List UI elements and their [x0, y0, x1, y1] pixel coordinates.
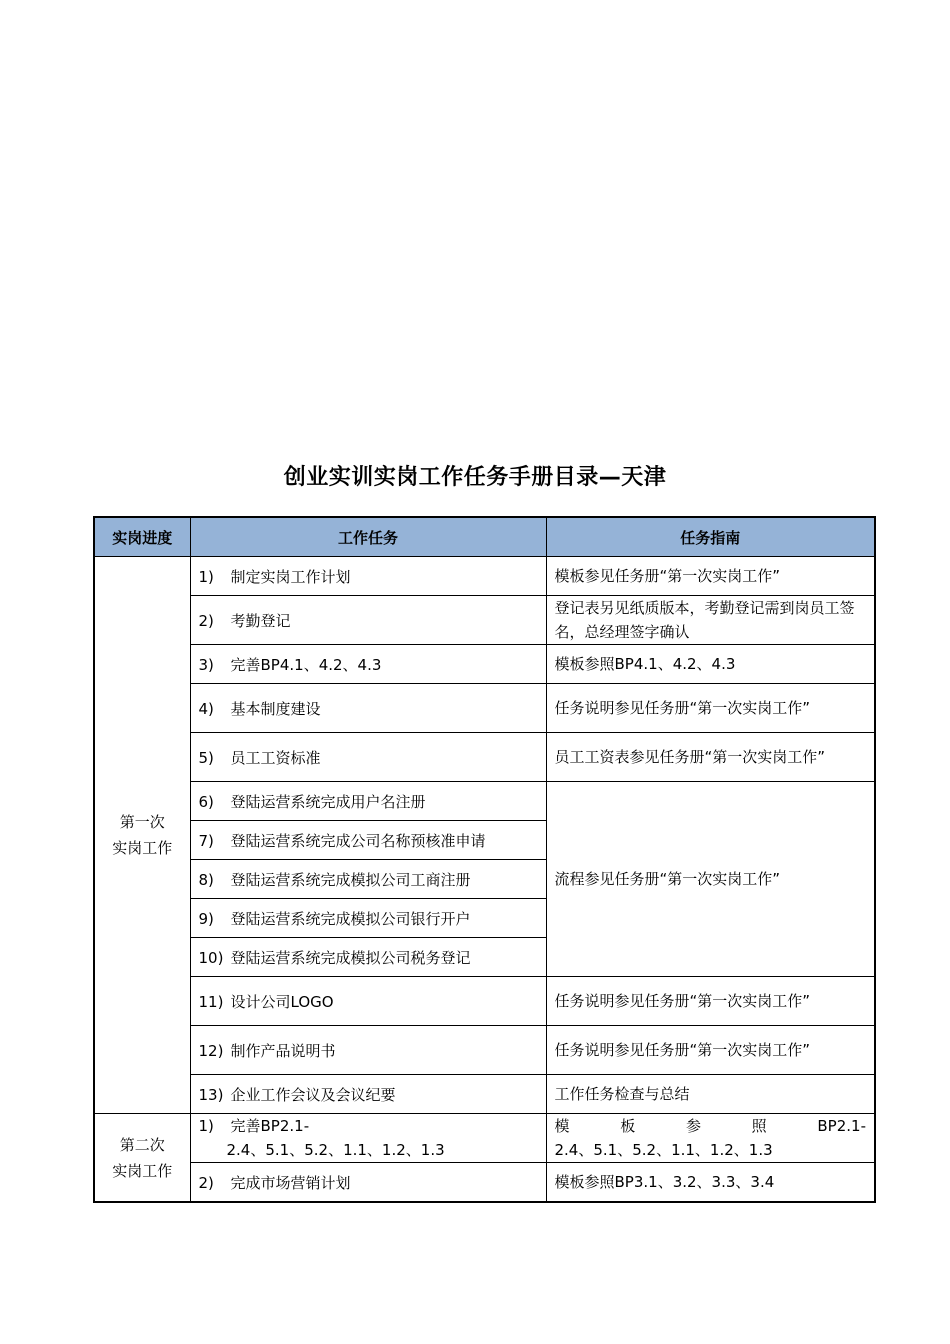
stage-label-line: 第一次 [119, 813, 165, 831]
stage-label-line: 实岗工作 [112, 839, 173, 857]
table-row [94, 1163, 875, 1203]
table-row [94, 782, 875, 821]
guide-cell: 模板参照BP4.1、4.2、4.3 [546, 645, 875, 684]
task-cell: 2) 完成市场营销计划 [190, 1163, 546, 1203]
task-cell: 12) 制作产品说明书 [190, 1026, 546, 1075]
task-cell: 2) 考勤登记 [190, 596, 546, 645]
document-title: 创业实训实岗工作任务手册目录—天津 [283, 465, 667, 490]
header-row [94, 517, 875, 557]
stage-cell-second [94, 1114, 190, 1203]
guide-cell: 模 板 参 照 BP2.1- 2.4、5.1、5.2、1.1、1.2、1.3 [546, 1114, 875, 1163]
stage-label-line: 实岗工作 [112, 1161, 173, 1180]
guide-cell: 工作任务检查与总结 [546, 1075, 875, 1114]
stage-cell-first [94, 557, 190, 1114]
task-cell: 10) 登陆运营系统完成模拟公司税务登记 [190, 938, 546, 977]
task-cell: 6) 登陆运营系统完成用户名注册 [190, 782, 546, 821]
task-cell: 9) 登陆运营系统完成模拟公司银行开户 [190, 899, 546, 938]
table-row [94, 596, 875, 645]
task-cell: 5) 员工工资标准 [190, 733, 546, 782]
guide-cell: 模板参照BP3.1、3.2、3.3、3.4 [546, 1163, 875, 1203]
task-directory-table [93, 516, 876, 1203]
table-row [94, 1026, 875, 1075]
header-stage: 实岗进度 [94, 517, 190, 557]
table-row [94, 733, 875, 782]
guide-cell: 任务说明参见任务册“第一次实岗工作” [546, 977, 875, 1026]
table-row [94, 1114, 875, 1163]
task-cell: 3) 完善BP4.1、4.2、4.3 [190, 645, 546, 684]
task-cell: 8) 登陆运营系统完成模拟公司工商注册 [190, 860, 546, 899]
guide-cell-merged: 流程参见任务册“第一次实岗工作” [546, 782, 875, 977]
guide-cell: 任务说明参见任务册“第一次实岗工作” [546, 1026, 875, 1075]
table-row [94, 977, 875, 1026]
task-cell: 11) 设计公司LOGO [190, 977, 546, 1026]
stage-label-line: 第二次 [119, 1135, 165, 1154]
task-cell: 13) 企业工作会议及会议纪要 [190, 1075, 546, 1114]
guide-cell: 员工工资表参见任务册“第一次实岗工作” [546, 733, 875, 782]
table-row [94, 557, 875, 596]
task-cell: 4) 基本制度建设 [190, 684, 546, 733]
task-cell: 1) 完善BP2.1- 2.4、5.1、5.2、1.1、1.2、1.3 [190, 1114, 546, 1163]
table-row [94, 645, 875, 684]
guide-cell: 登记表另见纸质版本，考勤登记需到岗员工签名，总经理签字确认 [546, 596, 875, 645]
task-cell: 7) 登陆运营系统完成公司名称预核准申请 [190, 821, 546, 860]
table-row [94, 1075, 875, 1114]
header-task: 工作任务 [190, 517, 546, 557]
guide-cell: 任务说明参见任务册“第一次实岗工作” [546, 684, 875, 733]
table-row [94, 684, 875, 733]
header-guide: 任务指南 [546, 517, 875, 557]
guide-cell: 模板参见任务册“第一次实岗工作” [546, 557, 875, 596]
task-cell: 1) 制定实岗工作计划 [190, 557, 546, 596]
